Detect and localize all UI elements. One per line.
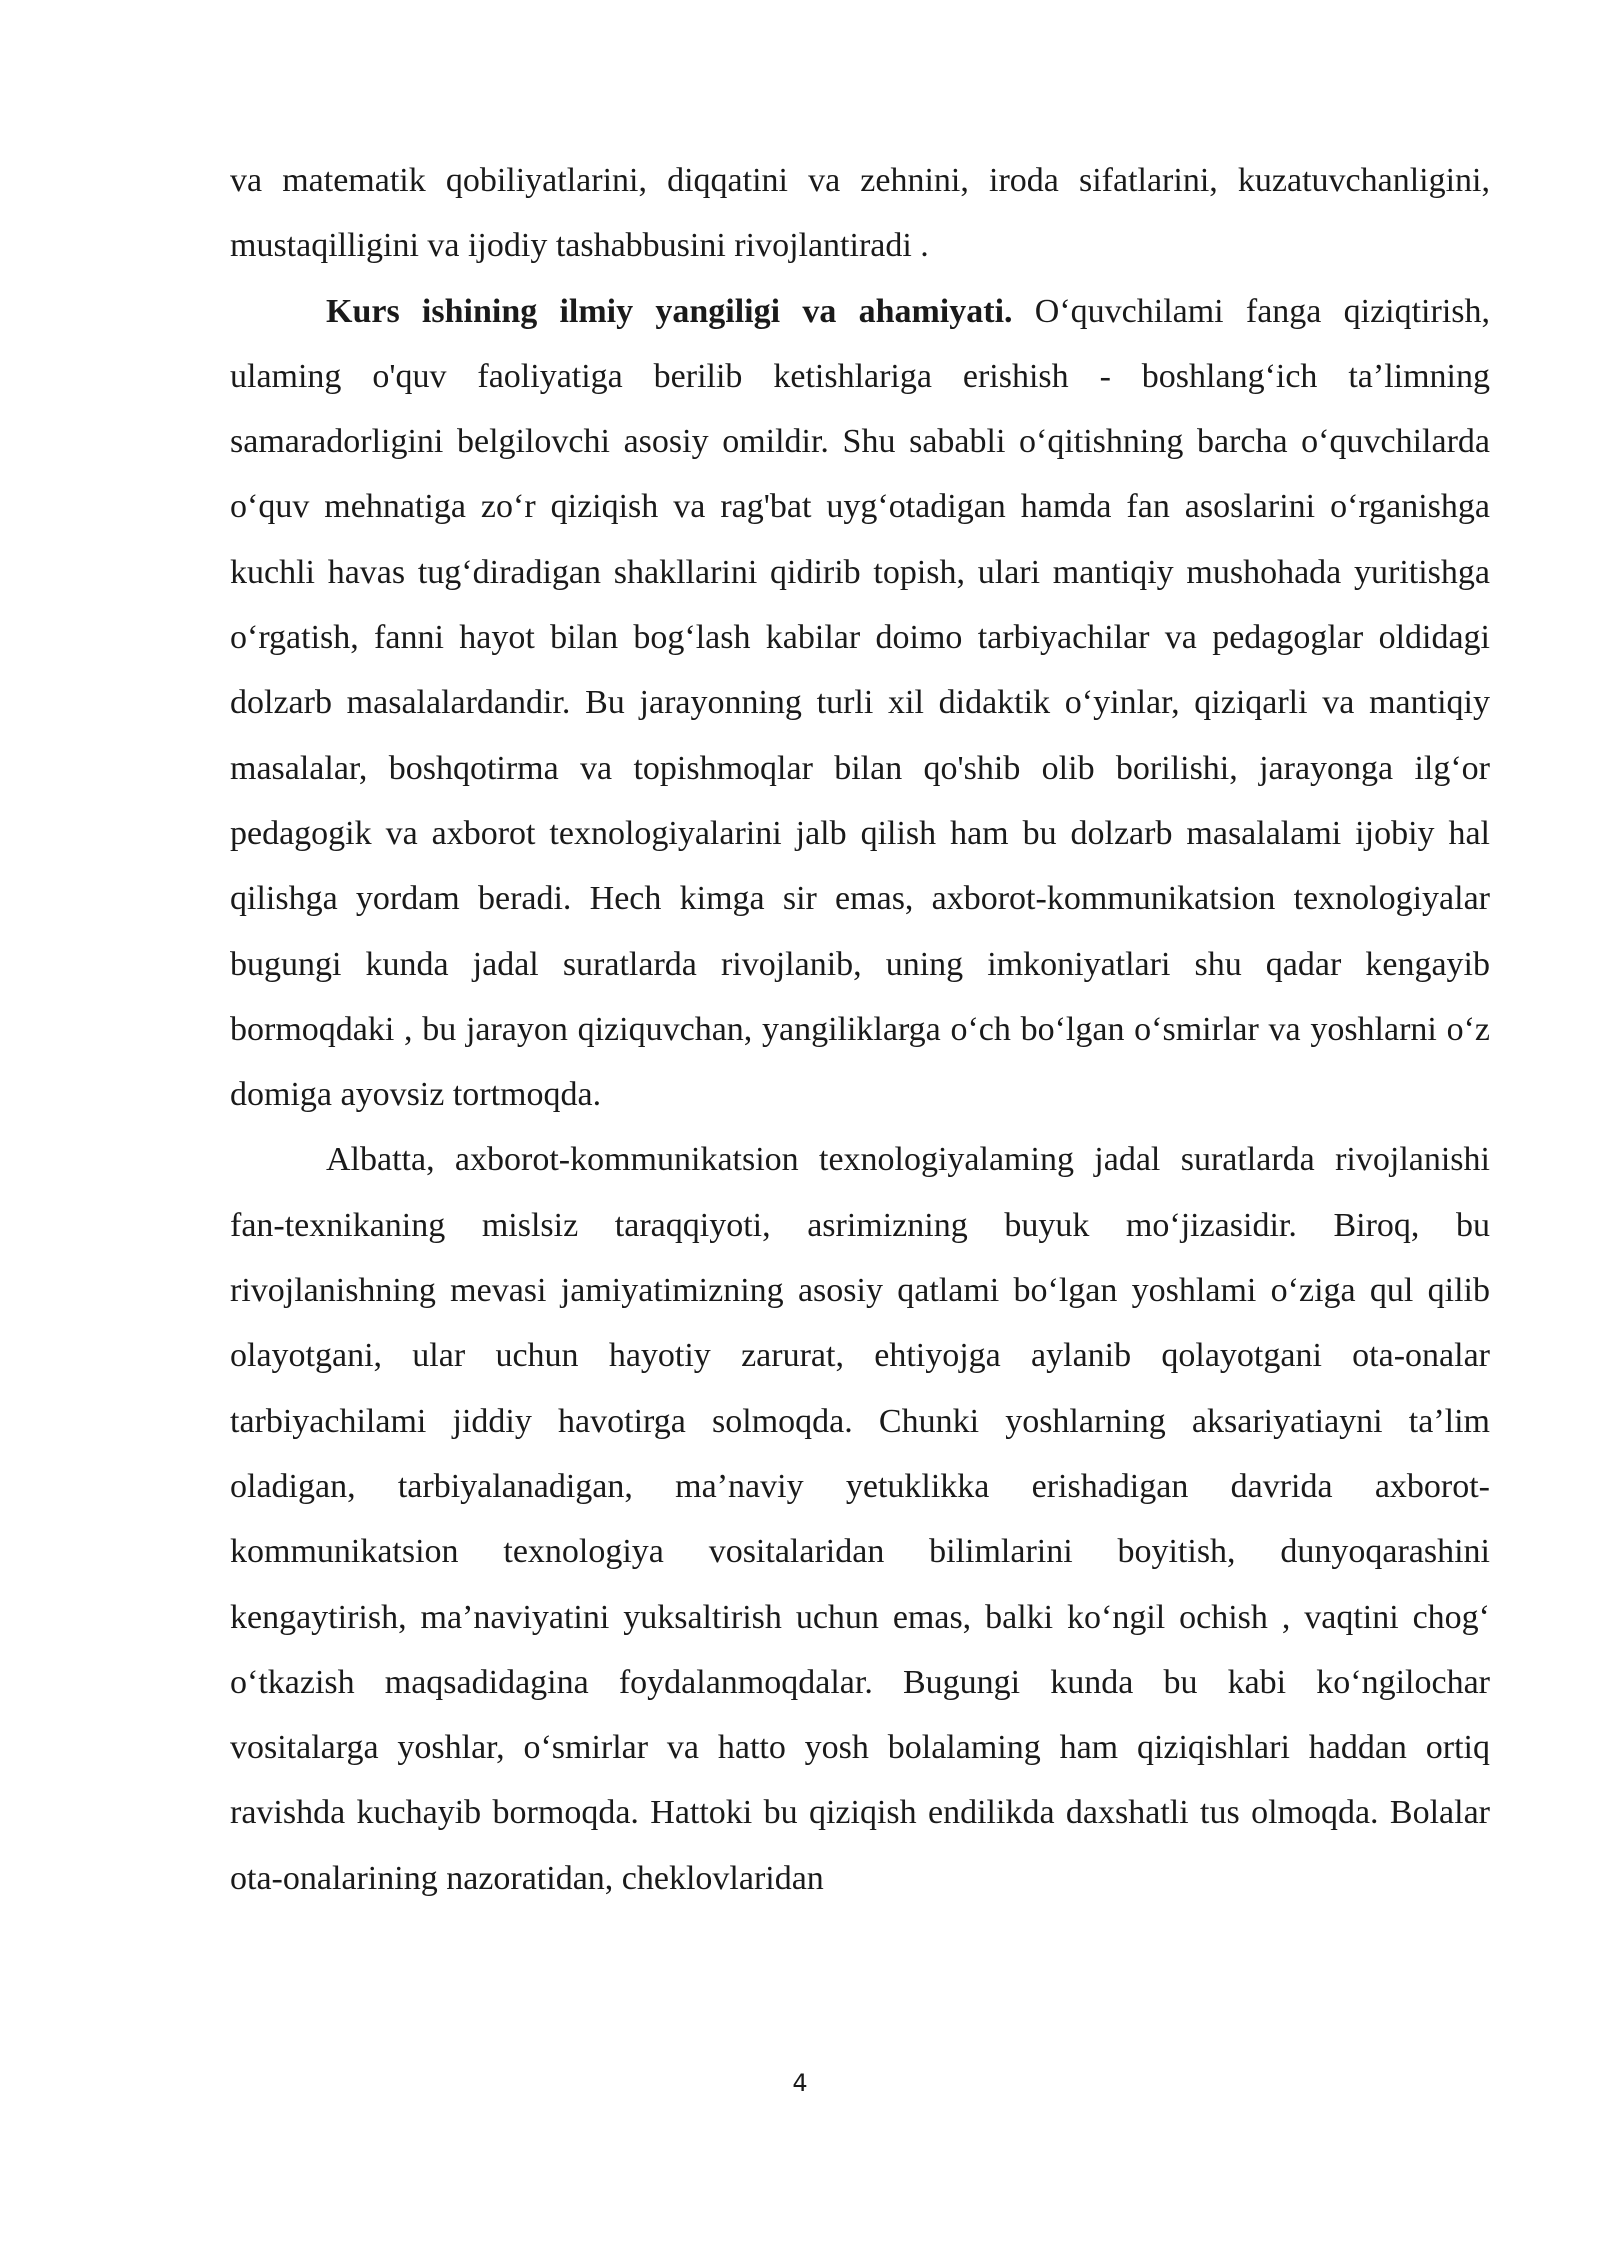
paragraph-text: O‘quvchilami fanga qiziqtirish, ulaming o'quv faoliyatiga berilib ketishlariga erishish - boshlang‘ich ta’limning samaradorligini belgilovchi asosiy omildir. Shu sababli o‘qitishning barcha o‘quvchilarda o‘quv mehnatiga zo‘r qiziqish va rag'bat uyg‘otadigan hamda fan asoslarini o‘rganishga kuchli havas tug‘diradigan shakllarini qidirib topish, ulari mantiqiy mushohada yuritishga o‘rgatish, fanni hayot bilan bog‘lash kabilar doimo tarbiyachilar va pedagoglar oldidagi dolzarb masalalardandir. Bu jarayonning turli xil didaktik o‘yinlar, qiziqarli va mantiqiy masalalar, boshqotirma va topishmoqlar bilan qo'shib olib borilishi, jarayonga ilg‘or pedagogik va axborot texnologiyalarini jalb qilish ham bu dolzarb masalalami ijobiy hal qilishga yordam beradi. Hech kimga sir emas, axborot-kommunikatsion texnologiyalar bugungi kunda jadal suratlarda rivojlanib, uning imkoniyatlari shu qadar kengayib bormoqdaki , bu jarayon qiziquvchan, yangiliklarga o‘ch bo‘lgan o‘smirlar va yoshlarni o‘z domiga ayovsiz tortmoqda. <box>230 292 1490 1114</box>
page-body <box>230 148 1490 1911</box>
page-number: 4 <box>792 2069 808 2097</box>
paragraph-text: va matematik qobiliyatlarini, diqqatini va zehnini, iroda sifatlarini, kuzatuvchanligini, mustaqilligini va ijodiy tashabbusini rivojlantiradi . <box>230 162 1490 265</box>
paragraph-scientific-novelty <box>230 279 1490 1128</box>
paragraph-continuation <box>230 148 1490 279</box>
paragraph-heading: Kurs ishining ilmiy yangiligi va ahamiyati. <box>326 292 1013 330</box>
paragraph-text: Albatta, axborot-kommunikatsion texnologiyalaming jadal suratlarda rivojlanishi fan-texnikaning mislsiz taraqqiyoti, asrimizning buyuk mo‘jizasidir. Biroq, bu rivojlanishning mevasi jamiyatimizning asosiy qatlami bo‘lgan yoshlami o‘ziga qul qilib olayotgani, ular uchun hayotiy zarurat, ehtiyojga aylanib qolayotgani ota-onalar tarbiyachilami jiddiy havotirga solmoqda. Chunki yoshlarning aksariyatiayni ta’lim oladigan, tarbiyalanadigan, ma’naviy yetuklikka erishadigan davrida axborot-kommunikatsion texnologiya vositalaridan bilimlarini boyitish, dunyoqarashini kengaytirish, ma’naviyatini yuksaltirish uchun emas, balki ko‘ngil ochish , vaqtini chog‘ o‘tkazish maqsadidagina foydalanmoqdalar. Bugungi kunda bu kabi ko‘ngilochar vositalarga yoshlar, o‘smirlar va hatto yosh bolalaming ham qiziqishlari haddan ortiq ravishda kuchayib bormoqda. Hattoki bu qiziqish endilikda daxshatli tus olmoqda. Bolalar ota-onalarining nazoratidan, cheklovlaridan <box>230 1141 1490 1897</box>
paragraph-ict-development <box>230 1127 1490 1911</box>
